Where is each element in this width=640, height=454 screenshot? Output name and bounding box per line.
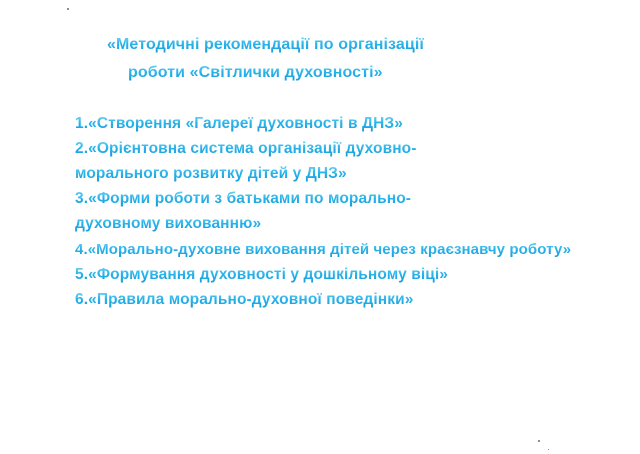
list-item-2-line-2: морального розвитку дітей у ДНЗ»	[75, 165, 347, 182]
list-item-6: 6.«Правила морально-духовної поведінки»	[75, 291, 414, 308]
list-item-4: 4.«Морально-духовне виховання дітей через краєзнавчу роботу»	[75, 241, 572, 258]
list-item-2-line-1: 2.«Орієнтовна система організації духовно-	[75, 140, 417, 157]
scan-speck	[67, 8, 69, 10]
scan-speck	[538, 440, 540, 442]
list-item-1: 1.«Створення «Галереї духовності в ДНЗ»	[75, 115, 403, 132]
list-item-5: 5.«Формування духовності у дошкільному віці»	[75, 266, 449, 283]
title-line-2: роботи «Світлички духовності»	[128, 64, 383, 81]
scan-speck	[548, 449, 549, 450]
title-line-1: «Методичні рекомендації по організації	[107, 36, 424, 53]
list-item-3-line-1: 3.«Форми роботи з батьками по морально-	[75, 190, 412, 207]
list-item-3-line-2: духовному вихованню»	[75, 215, 262, 232]
